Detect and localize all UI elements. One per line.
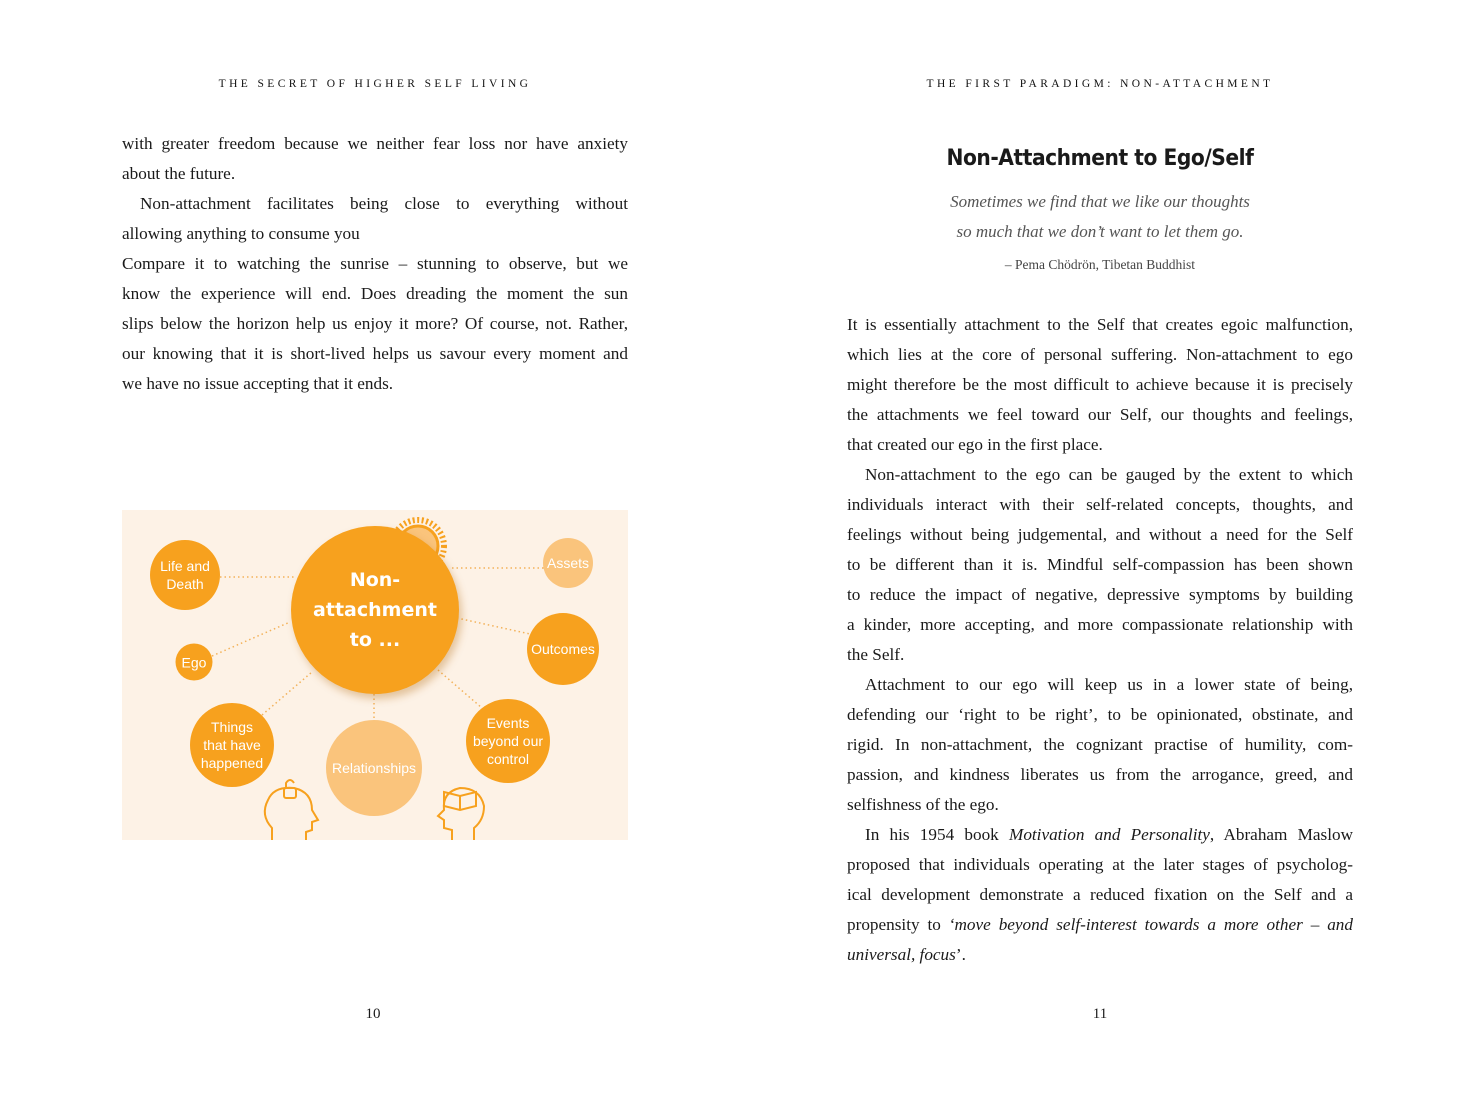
text-line [847,700,1353,730]
text-line [847,490,1353,520]
center-label-line2: to ... [349,629,401,651]
section-title: Non-Attachment to Ego/Self [946,146,1254,171]
text-segment: we have no issue accepting that it ends. [122,374,394,393]
text-segment: slips below the horizon help us enjoy it more? Of course, not. Rather, [122,314,628,333]
text-segment: with greater freedom because we neither fear loss nor have anxiety [122,134,628,153]
text-segment: ical development demonstrate a reduced fixation on the Self and a [847,885,1353,904]
italic-text: universal, focus [847,945,956,964]
text-line [847,580,1353,610]
right-running-head: THE FIRST PARADIGM: NON-ATTACHMENT [926,78,1274,90]
bubble-assets: Assets [543,538,593,588]
text-segment: about the future. [122,164,236,183]
text-line [847,760,1353,790]
left-page-number: 10 [365,1006,381,1022]
head-book-icon [438,788,484,840]
text-segment: Non-attachment to the ego can be gauged by the extent to which [865,465,1353,484]
text-line [847,880,1353,910]
text-segment: , Abraham Maslow [1209,825,1353,844]
text-segment: the Self. [847,645,905,664]
bubble-outcomes: Outcomes [527,613,599,685]
text-line [847,940,1353,970]
text-segment: Attachment to our ego will keep us in a lower state of being, [865,675,1353,694]
text-line [847,340,1353,370]
epigraph-line-1: Sometimes we find that we like our thoughts [950,192,1250,211]
text-segment: know the experience will end. Does dreading the moment the sun [122,284,628,303]
left-running-head: THE SECRET OF HIGHER SELF LIVING [218,78,532,90]
text-line [847,790,1353,820]
text-line [847,910,1353,940]
text-segment: Compare it to watching the sunrise – stunning to observe, but we [122,254,628,273]
text-line [847,370,1353,400]
text-line [847,820,1353,850]
text-line [847,640,1353,670]
text-line [847,670,1353,700]
text-line [847,550,1353,580]
text-line [122,309,628,339]
bubble-things-that-have-happened: Things that have happened [190,703,274,787]
bubble-ego: Ego [176,644,213,681]
italic-text: ‘move beyond self-interest towards a more other – and [948,915,1353,934]
bubble-relationships: Relationships [326,720,422,816]
text-segment: our knowing that it is short-lived helps us savour every moment and [122,344,628,363]
text-segment: In his 1954 book [865,825,1009,844]
bubble-life-and-death: Life and Death [150,540,220,610]
text-line [847,400,1353,430]
non-attachment-diagram [122,510,628,840]
text-segment: individuals interact with their self-related concepts, thoughts, and [847,495,1353,514]
text-segment: the attachments we feel toward our Self, our thoughts and feelings, [847,405,1353,424]
text-segment: defending our ‘right to be right’, to be opinionated, obstinate, and [847,705,1353,724]
right-page-number: 11 [1092,1006,1108,1022]
text-segment: Non-attachment facilitates being close to everything without [140,194,628,213]
text-line [847,850,1353,880]
text-segment: that created our ego in the first place. [847,435,1103,454]
text-line [122,189,628,219]
text-line [122,279,628,309]
text-line [847,430,1353,460]
head-lock-icon [265,780,318,840]
text-line [847,730,1353,760]
right-body-text [847,310,1353,970]
text-segment: proposed that individuals operating at the later stages of psycholog- [847,855,1353,874]
text-line [122,159,628,189]
text-segment: to reduce the impact of negative, depressive symptoms by building [847,585,1353,604]
text-line [122,249,628,279]
epigraph-line-2: so much that we don’t want to let them go. [956,222,1244,241]
text-segment: allowing anything to consume you [122,224,360,243]
epigraph-attribution: – Pema Chödrön, Tibetan Buddhist [1004,257,1196,272]
text-line [847,610,1353,640]
italic-text: Motivation and Personality [1009,825,1210,844]
left-body-text [122,129,628,399]
text-line [122,369,628,399]
text-line [122,219,628,249]
text-line [847,520,1353,550]
text-segment: a kinder, more accepting, and more compassionate relationship with [847,615,1353,634]
center-bubble [291,526,459,694]
text-segment: to be different than it is. Mindful self-compassion has been shown [847,555,1353,574]
text-line [847,460,1353,490]
bubble-events-beyond-our-control: Events beyond our control [466,699,550,783]
text-line [122,339,628,369]
text-segment: might therefore be the most difficult to achieve because it is precisely [847,375,1353,394]
center-label-line1: Non-attachment [313,569,437,621]
text-segment: propensity to [847,915,949,934]
text-segment: It is essentially attachment to the Self that creates egoic malfunction, [847,315,1353,334]
text-segment: which lies at the core of personal suffering. Non-attachment to ego [847,345,1353,364]
text-segment: ’. [955,945,966,964]
text-segment: rigid. In non-attachment, the cognizant practise of humility, com- [847,735,1353,754]
text-line [122,129,628,159]
text-segment: feelings without being judgemental, and without a need for the Self [847,525,1353,544]
text-segment: selfishness of the ego. [847,795,999,814]
text-line [847,310,1353,340]
text-segment: passion, and kindness liberates us from the arrogance, greed, and [847,765,1353,784]
